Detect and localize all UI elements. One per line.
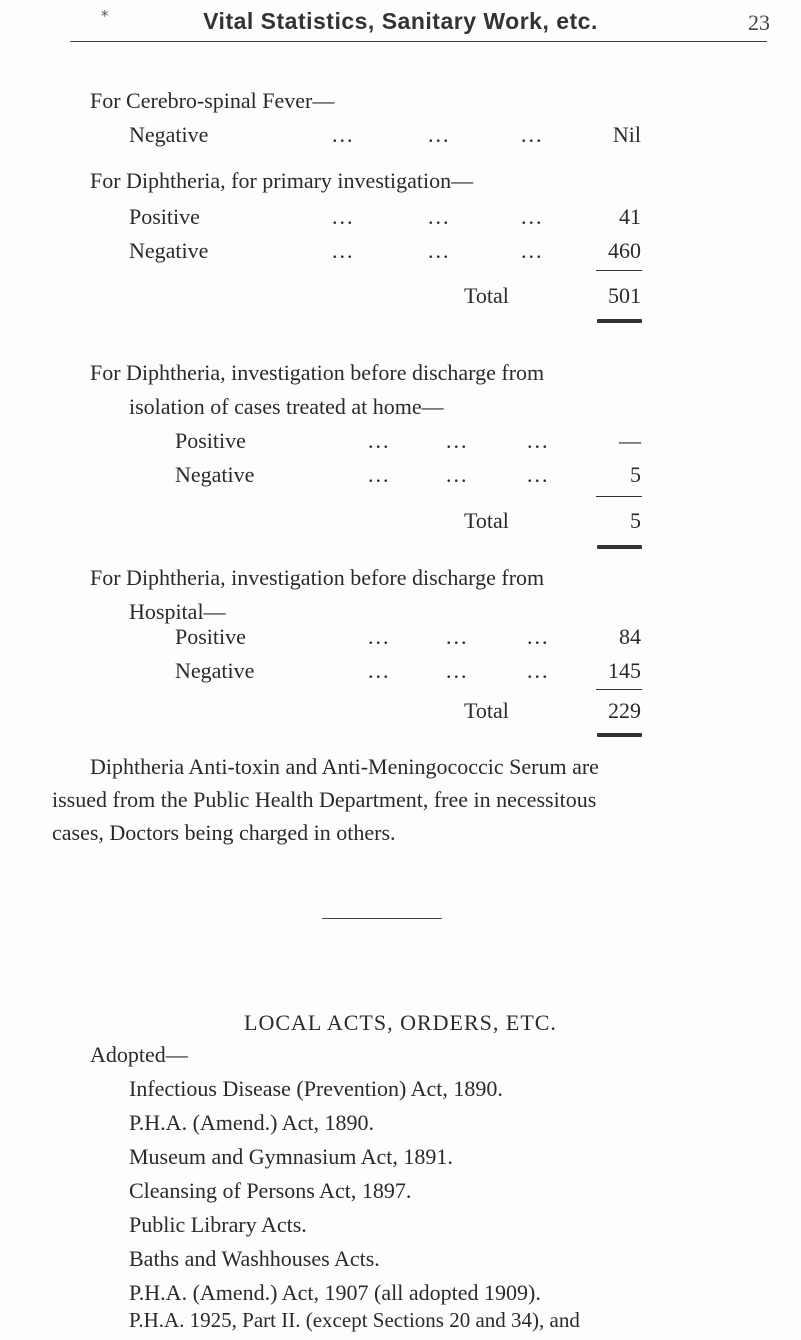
cerebro-negative-value: Nil: [612, 122, 641, 147]
leader-dots: ...: [428, 204, 451, 229]
leader-dots: ...: [368, 428, 391, 453]
total-rule: [597, 733, 642, 737]
diph-primary-positive-value: 41: [619, 204, 641, 229]
leader-dots: ...: [446, 462, 469, 487]
diph-hospital-negative-value: 145: [608, 658, 641, 683]
diph-home-total-label: Total: [464, 508, 509, 533]
leader-dots: ...: [332, 122, 355, 147]
diph-home-heading-line-1: For Diphtheria, investigation before discharge from: [90, 360, 545, 385]
header-rule: [70, 41, 767, 42]
leader-dots: ...: [521, 122, 544, 147]
diph-primary-negative-value: 460: [608, 238, 641, 263]
page-running-title: Vital Statistics, Sanitary Work, etc.: [203, 8, 598, 34]
diph-primary-heading: For Diphtheria, for primary investigation—: [90, 168, 474, 193]
diph-hospital-total-label: Total: [464, 698, 509, 723]
leader-dots: ...: [527, 624, 550, 649]
diph-primary-positive-label: Positive: [129, 204, 200, 229]
cerebro-negative-label: Negative: [129, 122, 209, 147]
leader-dots: ...: [428, 238, 451, 263]
leader-dots: ...: [527, 428, 550, 453]
act-item: Infectious Disease (Prevention) Act, 1890.: [129, 1076, 503, 1101]
act-item: P.H.A. (Amend.) Act, 1907 (all adopted 1909).: [129, 1280, 541, 1305]
diph-hospital-positive-value: 84: [619, 624, 641, 649]
diph-home-heading-line-2: isolation of cases treated at home—: [129, 394, 444, 419]
diph-hospital-heading-line-1: For Diphtheria, investigation before discharge from: [90, 565, 545, 590]
adopted-label: Adopted—: [90, 1042, 188, 1067]
act-item: P.H.A. 1925, Part II. (except Sections 20 and 34), and: [129, 1308, 580, 1332]
leader-dots: ...: [368, 658, 391, 683]
subtotal-rule: [596, 270, 642, 271]
leader-dots: ...: [368, 624, 391, 649]
leader-dots: ...: [446, 624, 469, 649]
diph-hospital-positive-label: Positive: [175, 624, 246, 649]
leader-dots: ...: [521, 204, 544, 229]
diph-home-positive-value: —: [619, 428, 641, 453]
leader-dots: ...: [446, 658, 469, 683]
subtotal-rule: [596, 496, 642, 497]
diph-primary-total-label: Total: [464, 283, 509, 308]
diph-home-total-value: 5: [630, 508, 641, 533]
leader-dots: ...: [446, 428, 469, 453]
diph-home-negative-value: 5: [630, 462, 641, 487]
act-item: Public Library Acts.: [129, 1212, 307, 1237]
page-number: 23: [748, 10, 770, 35]
diph-hospital-total-value: 229: [608, 698, 641, 723]
serum-paragraph-line-2: issued from the Public Health Department, free in necessitous: [52, 787, 597, 812]
total-rule: [597, 319, 642, 323]
serum-paragraph-line-3: cases, Doctors being charged in others.: [52, 820, 396, 845]
local-acts-heading: LOCAL ACTS, ORDERS, ETC.: [244, 1010, 557, 1035]
total-rule: [597, 545, 642, 549]
act-item: Baths and Washhouses Acts.: [129, 1246, 380, 1271]
header-mark: *: [101, 7, 109, 25]
act-item: P.H.A. (Amend.) Act, 1890.: [129, 1110, 375, 1135]
leader-dots: ...: [332, 204, 355, 229]
cerebro-heading: For Cerebro-spinal Fever—: [90, 88, 335, 113]
serum-paragraph-line-1: Diphtheria Anti-toxin and Anti-Meningococcic Serum are: [90, 754, 599, 779]
leader-dots: ...: [527, 462, 550, 487]
subtotal-rule: [596, 689, 642, 690]
diph-primary-negative-label: Negative: [129, 238, 209, 263]
leader-dots: ...: [368, 462, 391, 487]
leader-dots: ...: [527, 658, 550, 683]
diph-home-positive-label: Positive: [175, 428, 246, 453]
leader-dots: ...: [332, 238, 355, 263]
diph-hospital-heading-line-2: Hospital—: [129, 599, 226, 624]
act-item: Cleansing of Persons Act, 1897.: [129, 1178, 412, 1203]
leader-dots: ...: [428, 122, 451, 147]
act-item: Museum and Gymnasium Act, 1891.: [129, 1144, 453, 1169]
section-separator: [322, 918, 442, 919]
diph-hospital-negative-label: Negative: [175, 658, 255, 683]
diph-home-negative-label: Negative: [175, 462, 255, 487]
leader-dots: ...: [521, 238, 544, 263]
diph-primary-total-value: 501: [608, 283, 641, 308]
